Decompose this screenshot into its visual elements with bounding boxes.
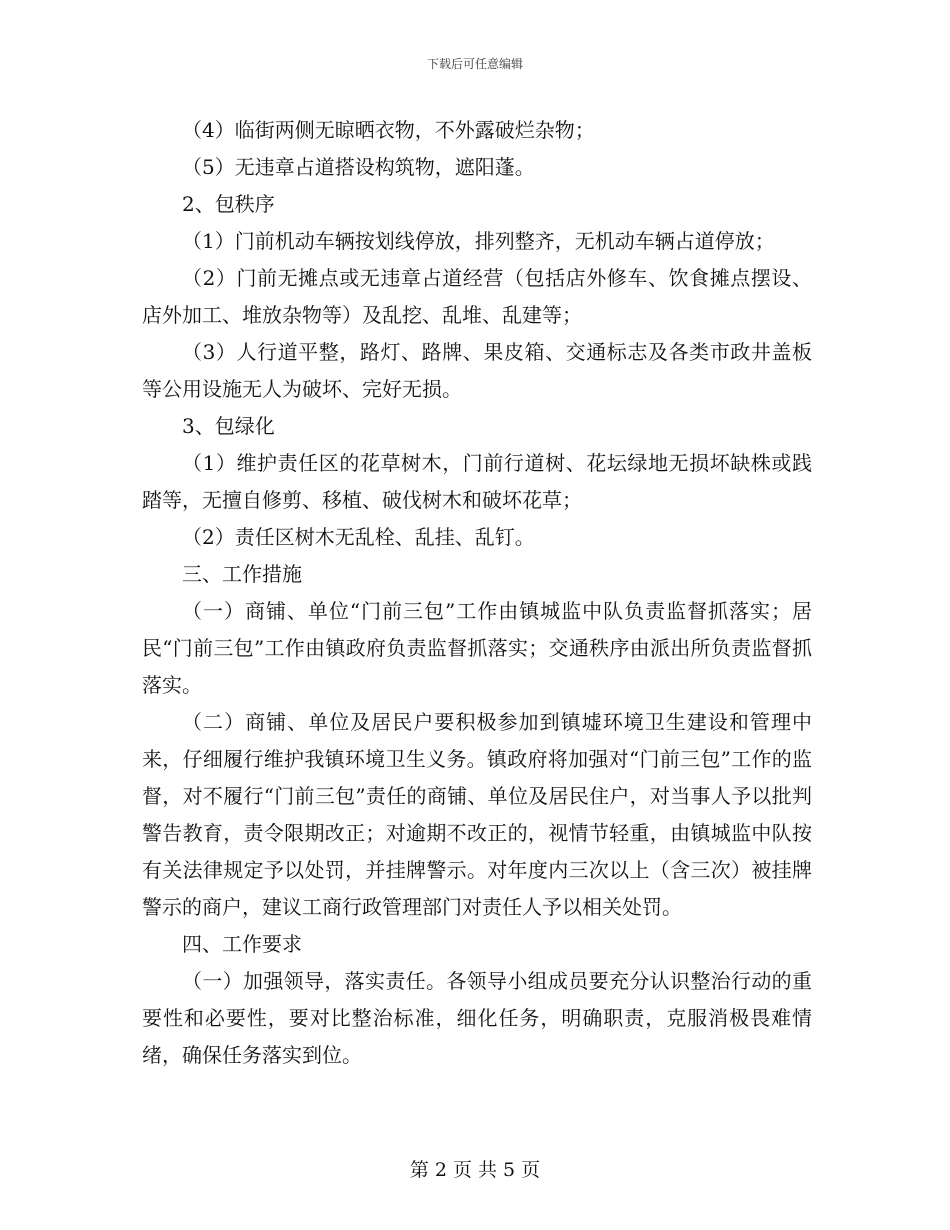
section-heading: 3、包绿化 [182, 414, 275, 438]
document-body [142, 112, 812, 1074]
paragraph: （一）商铺、单位“门前三包”工作由镇城监中队负责监督抓落实；居民“门前三包”工作由镇政府负责监督抓落实；交通秩序由派出所负责监督抓落实。 [142, 599, 812, 697]
paragraph: （2）责任区树木无乱栓、乱挂、乱钉。 [182, 525, 535, 549]
page-number: 第 2 页 共 5 页 [409, 1159, 541, 1181]
paragraph: （3）人行道平整，路灯、路牌、果皮箱、交通标志及各类市政井盖板等公用设施无人为破坏、完好无损。 [142, 340, 812, 401]
paragraph: （1）门前机动车辆按划线停放，排列整齐，无机动车辆占道停放； [182, 229, 775, 253]
paragraph: （5）无违章占道搭设构筑物，遮阳蓬。 [182, 155, 535, 179]
section-heading: 2、包秩序 [182, 192, 275, 216]
section-heading: 三、工作措施 [182, 562, 302, 586]
paragraph: （2）门前无摊点或无违章占道经营（包括店外修车、饮食摊点摆设、店外加工、堆放杂物等）及乱挖、乱堆、乱建等； [142, 266, 812, 327]
paragraph: （二）商铺、单位及居民户要积极参加到镇墟环境卫生建设和管理中来，仔细履行维护我镇环境卫生义务。镇政府将加强对“门前三包”工作的监督，对不履行“门前三包”责任的商铺、单位及居民住户，对当事人予以批判警告教育，责令限期改正；对逾期不改正的，视情节轻重，由镇城监中队按有关法律规定予以处罚，并挂牌警示。对年度内三次以上（含三次）被挂牌警示的商户，建议工商行政管理部门对责任人予以相关处罚。 [142, 710, 812, 919]
section-heading: 四、工作要求 [182, 932, 302, 956]
paragraph: （4）临街两侧无晾晒衣物，不外露破烂杂物； [182, 118, 595, 142]
paragraph: （一）加强领导，落实责任。各领导小组成员要充分认识整治行动的重要性和必要性，要对比整治标准，细化任务，明确职责，克服消极畏难情绪，确保任务落实到位。 [142, 969, 812, 1067]
paragraph: （1）维护责任区的花草树木，门前行道树、花坛绿地无损坏缺株或践踏等，无擅自修剪、移植、破伐树木和破坏花草； [142, 451, 812, 512]
page-header: 下载后可任意编辑 [426, 57, 523, 71]
